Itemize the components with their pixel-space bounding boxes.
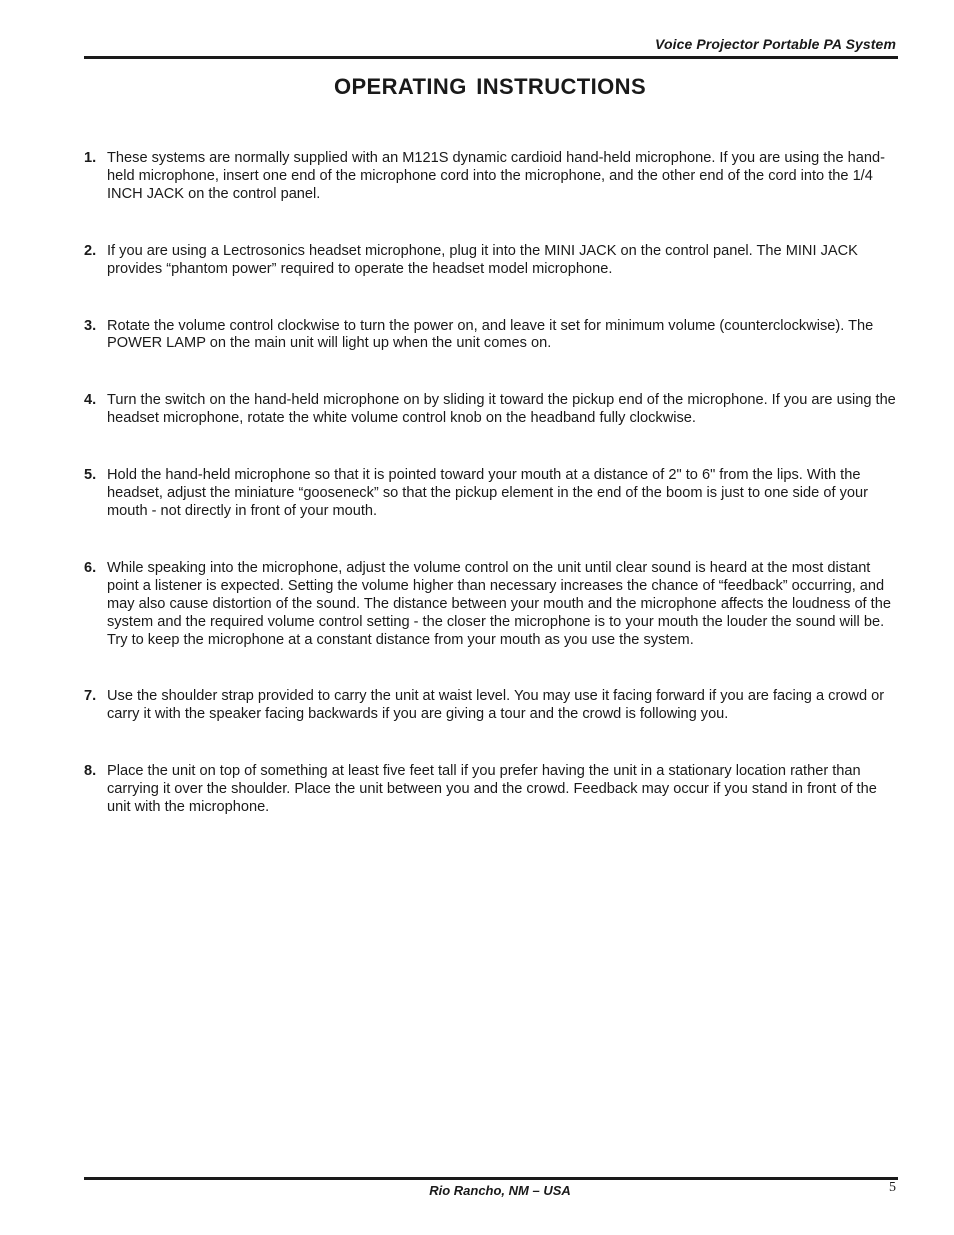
instructions-list (84, 150, 899, 817)
instruction-number: 4. (84, 392, 97, 409)
instruction-item (84, 763, 899, 817)
instruction-item (84, 688, 899, 724)
instruction-text: Use the shoulder strap provided to carry the unit at waist level. You may use it facing forward if you are facing a crowd or carry it with the speaker facing backwards if you are giving a tour and the crowd is following you. (107, 688, 885, 723)
instruction-item (84, 467, 899, 521)
instruction-item (84, 392, 899, 428)
instruction-number: 1. (84, 150, 97, 166)
instruction-number: 5. (84, 467, 97, 484)
footer-location: Rio Rancho, NM – USA (429, 1183, 571, 1198)
instruction-text: Turn the switch on the hand-held microphone on by sliding it toward the pickup end of the microphone. If you are using the headset microphone, rotate the white volume control knob on the headband fully clockwise. (107, 392, 896, 427)
instruction-item (84, 243, 899, 279)
instruction-text: Rotate the volume control clockwise to turn the power on, and leave it set for minimum volume (counterclockwise). The POWER LAMP on the main unit will light up when the unit comes on. (107, 317, 874, 352)
instruction-text: Place the unit on top of something at least five feet tall if you prefer having the unit in a stationary location rather than carrying it over the shoulder. Place the unit between you and the crowd. Feedback may occur if you stand in front of the unit with the microphone. (107, 763, 877, 816)
instruction-item (84, 318, 899, 354)
instruction-text: While speaking into the microphone, adjust the volume control on the unit until clear sound is heard at the most distant point a listener is expected. Setting the volume higher than necessary increases the chance of “feedback” occurring, and may also cause distortion of the sound. The distance between your mouth and the microphone affects the loudness of the system and the required volume control setting - the closer the microphone is to your mouth the louder the sound will be. Try to keep the microphone at a constant distance from your mouth as you use the system. (107, 559, 891, 648)
running-header-title: Voice Projector Portable PA System (655, 36, 896, 52)
instruction-item (84, 560, 899, 650)
page-number: 5 (889, 1180, 896, 1195)
instruction-number: 2. (84, 242, 97, 259)
instruction-text: Hold the hand-held microphone so that it is pointed toward your mouth at a distance of 2" to 6" from the lips. With the headset, adjust the miniature “gooseneck” so that the pickup element in the end of the boom is just to one side of your mouth - not directly in front of your mouth. (107, 467, 868, 519)
instruction-number: 8. (84, 763, 97, 780)
header-rule (84, 56, 898, 59)
instruction-number: 6. (84, 559, 97, 576)
instruction-item (84, 150, 899, 204)
footer-rule (84, 1177, 898, 1180)
page-title: OPERATING INSTRUCTIONS (333, 74, 647, 99)
instruction-number: 3. (84, 317, 97, 334)
instruction-text: If you are using a Lectrosonics headset microphone, plug it into the MINI JACK on the control panel. The MINI JACK provides “phantom power” required to operate the headset model microphone. (107, 242, 858, 277)
instruction-number: 7. (84, 688, 97, 705)
instruction-text: These systems are normally supplied with an M121S dynamic cardioid hand-held microphone. If you are using the hand-held microphone, insert one end of the microphone cord into the microphone, and the other end of the cord into the 1/4 INCH JACK on the control panel. (107, 150, 885, 202)
